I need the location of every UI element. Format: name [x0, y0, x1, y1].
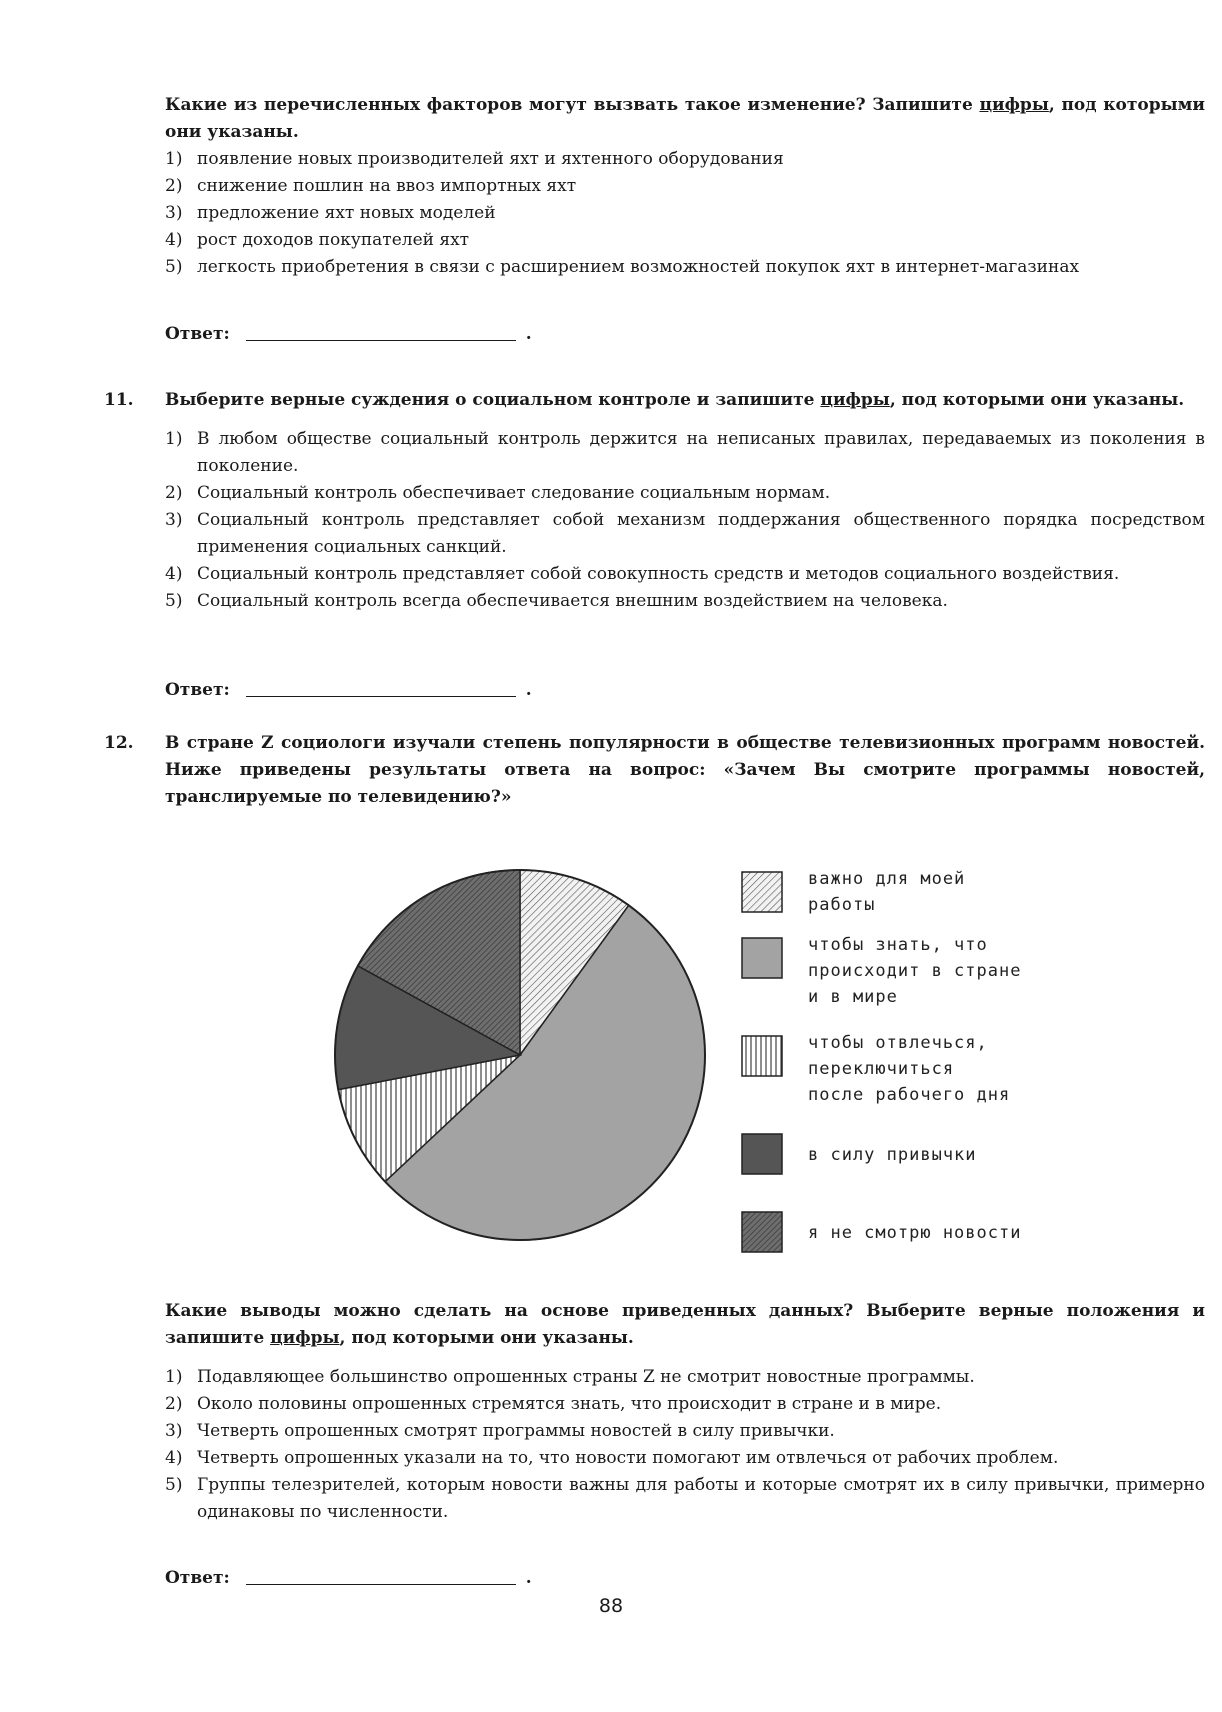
option-text: Около половины опрошенных стремятся знать, что происходит в стране и в мире. — [197, 1394, 942, 1414]
legend-label-2: происходит в стране — [808, 961, 1022, 981]
option-text: легкость приобретения в связи с расширением возможностей покупок яхт в интернет-магазинах — [197, 257, 1080, 277]
legend-swatch-2 — [742, 938, 782, 978]
option-item — [165, 1391, 1205, 1418]
pie-chart — [320, 850, 1040, 1270]
option-item — [165, 426, 1205, 480]
legend-swatch-5 — [742, 1212, 782, 1252]
option-text: Социальный контроль обеспечивает следование социальным нормам. — [197, 483, 831, 503]
option-item — [165, 480, 1205, 507]
answer-label: Ответ: — [165, 1568, 230, 1588]
question-12-options — [165, 1364, 1205, 1526]
option-text: Четверть опрошенных указали на то, что новости помогают им отвлечься от рабочих проблем. — [197, 1448, 1059, 1468]
legend-label-1: важно для моей — [808, 869, 966, 889]
answer-row-11: Ответ: . — [165, 680, 532, 700]
option-item — [165, 227, 1205, 254]
question-12-intro — [165, 730, 1205, 811]
question-11-options — [165, 426, 1205, 615]
option-text: Социальный контроль всегда обеспечивается внешним воздействием на человека. — [197, 591, 948, 611]
legend-swatch-1 — [742, 872, 782, 912]
option-item — [165, 173, 1205, 200]
legend-label-1: работы — [808, 895, 876, 915]
option-number: 4) — [165, 1448, 183, 1468]
option-item — [165, 1472, 1205, 1526]
option-number: 4) — [165, 230, 183, 250]
question-12-body — [165, 1298, 1205, 1526]
question-11-number: 11. — [104, 390, 134, 410]
pie-chart-svg — [320, 850, 1040, 1270]
option-item — [165, 200, 1205, 227]
question-11 — [165, 387, 1205, 615]
answer-label: Ответ: — [165, 324, 230, 344]
option-text: предложение яхт новых моделей — [197, 203, 496, 223]
option-number: 3) — [165, 1421, 183, 1441]
option-text: В любом обществе социальный контроль держится на неписаных правилах, передаваемых из поколения в поколение. — [197, 429, 1205, 476]
legend-swatch-4 — [742, 1134, 782, 1174]
option-number: 2) — [165, 176, 183, 196]
option-item — [165, 588, 1205, 615]
option-number: 5) — [165, 1475, 183, 1495]
legend-label-3: чтобы отвлечься, — [808, 1033, 988, 1053]
question-11-prompt: Выберите верные суждения о социальном контроле и запишите цифры, под которыми они указаны. — [165, 390, 1185, 410]
option-item — [165, 507, 1205, 561]
question-12-task: Какие выводы можно сделать на основе приведенных данных? Выберите верные положения и запишите цифры, под которыми они указаны. — [165, 1301, 1205, 1348]
answer-label: Ответ: — [165, 680, 230, 700]
option-text: Четверть опрошенных смотрят программы новостей в силу привычки. — [197, 1421, 835, 1441]
option-number: 2) — [165, 483, 183, 503]
answer-field-10[interactable] — [246, 322, 516, 341]
option-number: 1) — [165, 149, 183, 169]
option-text: Социальный контроль представляет собой механизм поддержания общественного порядка посредством применения социальных санкций. — [197, 510, 1205, 557]
answer-row-10: Ответ: . — [165, 324, 532, 344]
option-text: снижение пошлин на ввоз импортных яхт — [197, 176, 577, 196]
legend-label-2: и в мире — [808, 987, 898, 1007]
option-number: 3) — [165, 510, 183, 530]
question-10-prompt: Какие из перечисленных факторов могут вызвать такое изменение? Запишите цифры, под которыми они указаны. — [165, 95, 1205, 142]
option-item — [165, 1364, 1205, 1391]
option-number: 4) — [165, 564, 183, 584]
option-number: 1) — [165, 1367, 183, 1387]
option-number: 1) — [165, 429, 183, 449]
option-item — [165, 1418, 1205, 1445]
answer-field-11[interactable] — [246, 678, 516, 697]
option-number: 2) — [165, 1394, 183, 1414]
page-number: 88 — [598, 1595, 624, 1617]
question-10-options — [165, 146, 1205, 281]
question-12-prompt: В стране Z социологи изучали степень популярности в обществе телевизионных программ новостей. Ниже приведены результаты ответа на вопрос: «Зачем Вы смотрите программы новостей, транслируемые по телевидению?» — [165, 733, 1205, 807]
option-item — [165, 146, 1205, 173]
question-12-number: 12. — [104, 733, 134, 753]
option-text: Подавляющее большинство опрошенных страны Z не смотрит новостные программы. — [197, 1367, 975, 1387]
legend-label-3: после рабочего дня — [808, 1085, 1011, 1105]
option-number: 3) — [165, 203, 183, 223]
option-text: появление новых производителей яхт и яхтенного оборудования — [197, 149, 784, 169]
option-item — [165, 254, 1205, 281]
legend-label-3: переключиться — [808, 1059, 955, 1079]
option-item — [165, 1445, 1205, 1472]
option-text: Социальный контроль представляет собой совокупность средств и методов социального воздействия. — [197, 564, 1120, 584]
legend-swatch-3 — [742, 1036, 782, 1076]
question-10 — [165, 92, 1205, 281]
legend-label-4: в силу привычки — [808, 1145, 977, 1165]
legend-label-5: я не смотрю новости — [808, 1223, 1022, 1243]
option-text: рост доходов покупателей яхт — [197, 230, 470, 250]
legend-label-2: чтобы знать, что — [808, 935, 988, 955]
option-item — [165, 561, 1205, 588]
answer-row-12: Ответ: . — [165, 1568, 532, 1588]
option-number: 5) — [165, 591, 183, 611]
option-text: Группы телезрителей, которым новости важны для работы и которые смотрят их в силу привычки, примерно одинаковы по численности. — [197, 1475, 1205, 1522]
answer-field-12[interactable] — [246, 1566, 516, 1585]
option-number: 5) — [165, 257, 183, 277]
